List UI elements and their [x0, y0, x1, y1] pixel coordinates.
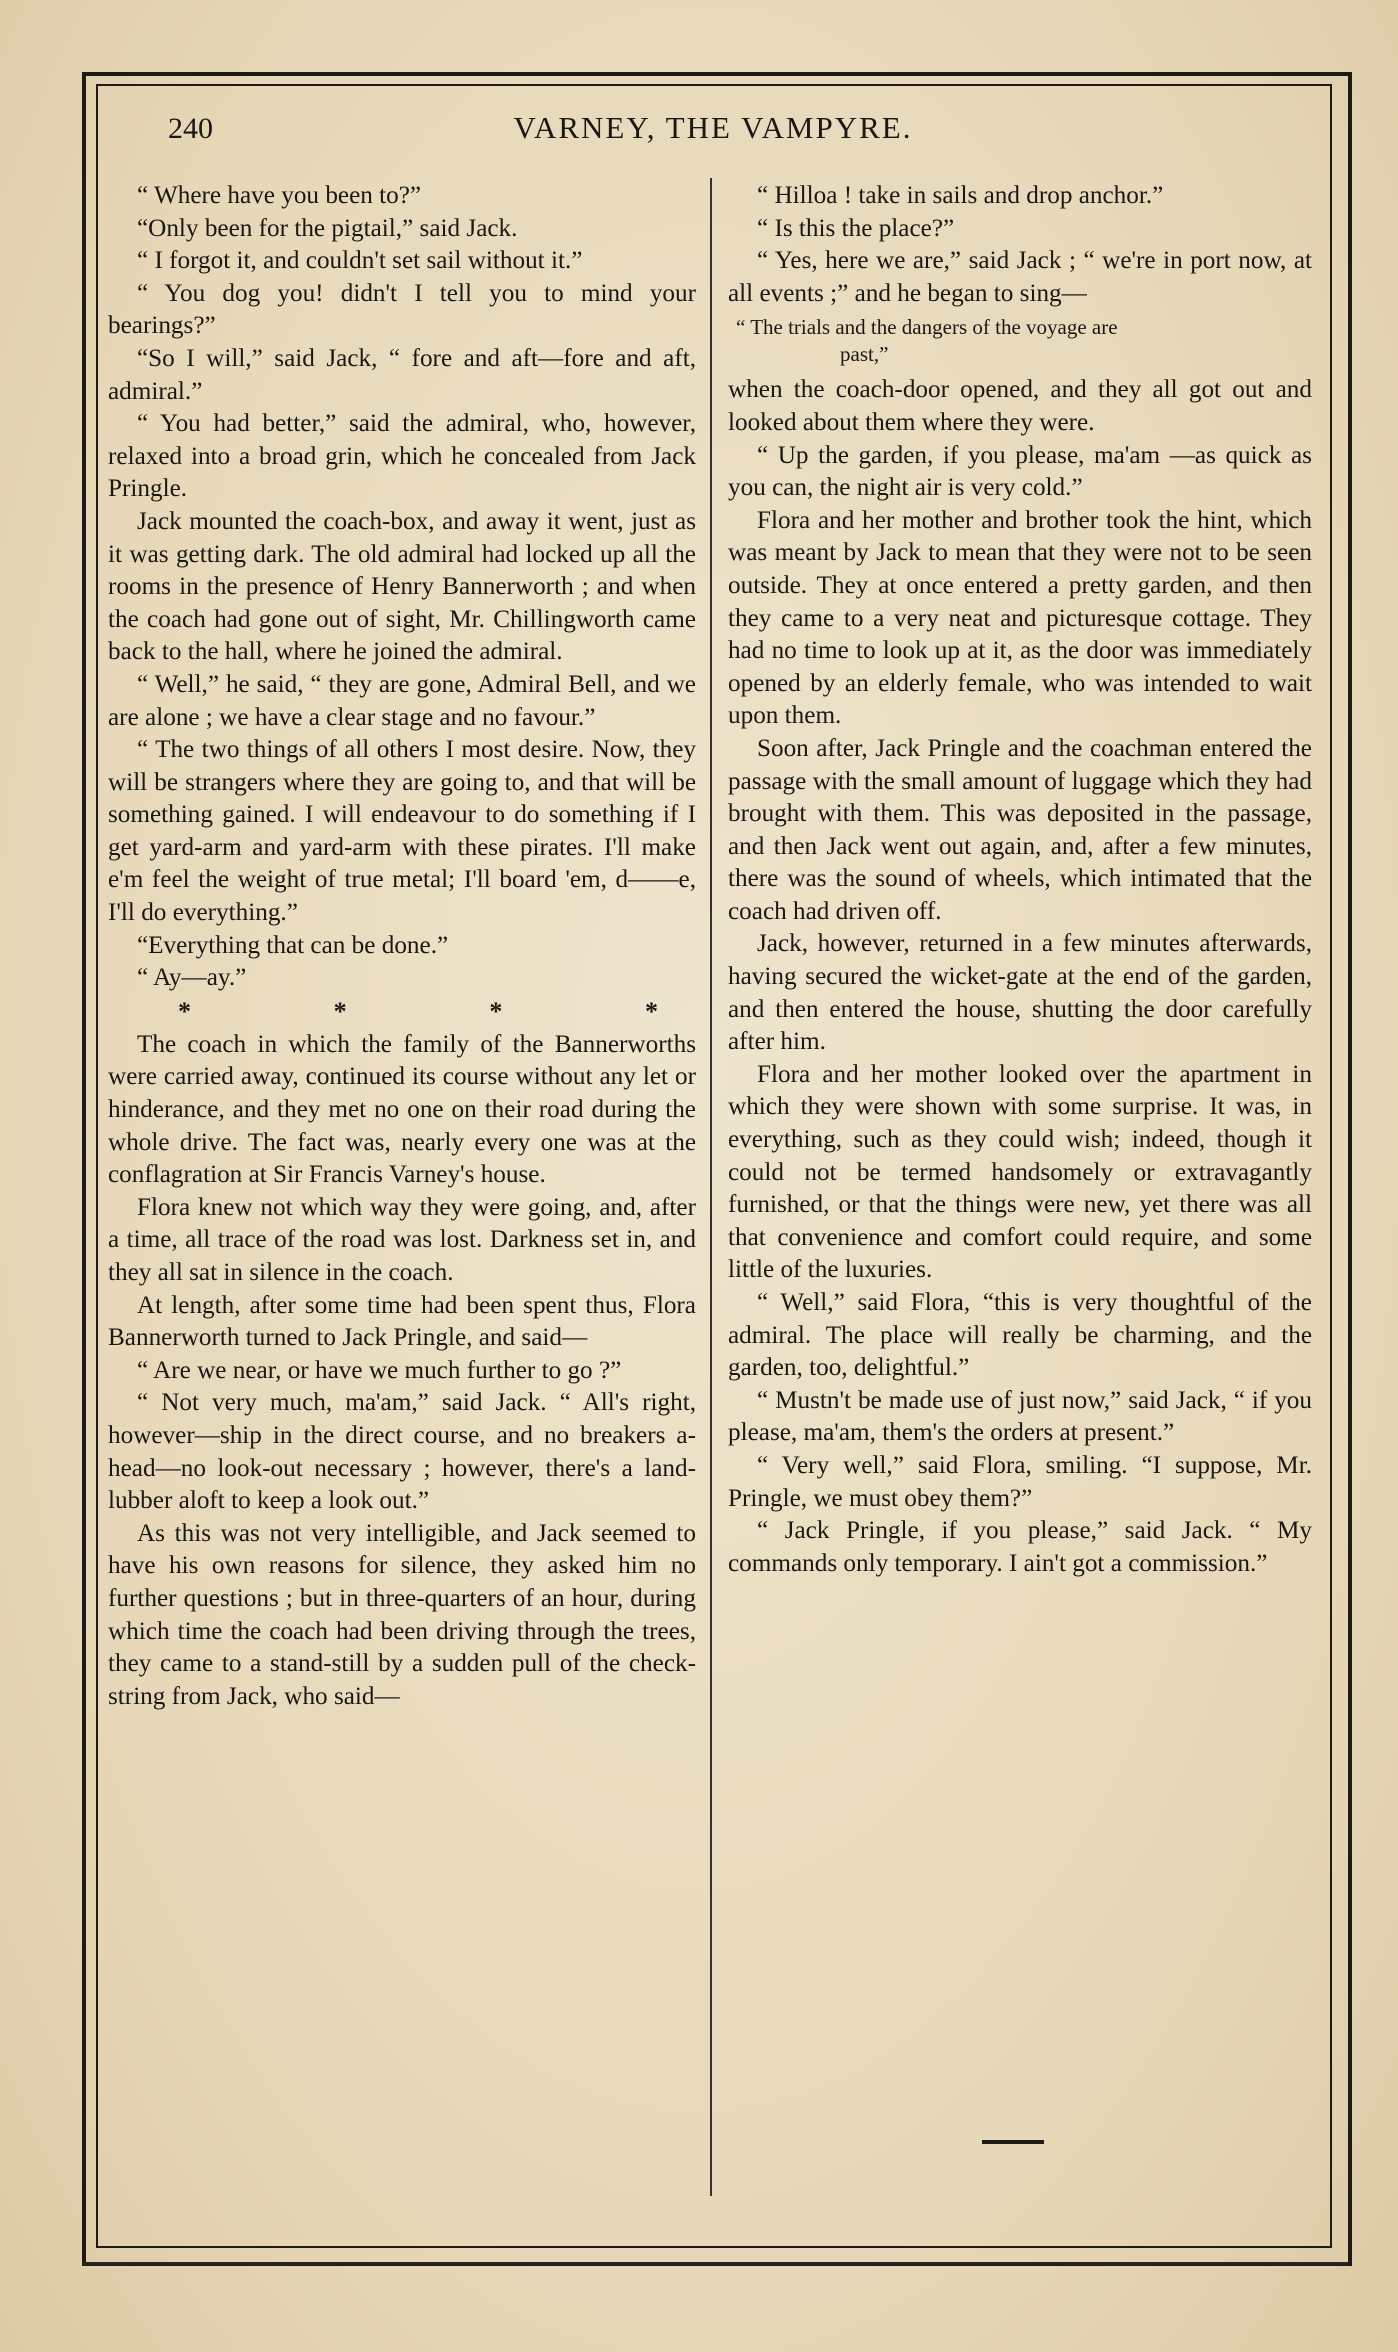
paragraph: “ Well,” said Flora, “this is very thoughtful of the admiral. The place will really be charming, and the garden, too, delightful.”	[728, 1289, 1312, 1382]
column-divider	[710, 178, 712, 2196]
paragraph: Jack, however, returned in a few minutes afterwards, having secured the wicket-gate at the end of the garden, and then entered the house, shutting the door carefully after him.	[728, 930, 1312, 1056]
chapter-end-rule	[982, 2140, 1044, 2144]
paragraph: Jack mounted the coach-box, and away it went, just as it was getting dark. The old admiral had locked up all the rooms in the presence of Henry Bannerworth ; and when the coach had gone out of sight, Mr. Chillingworth came back to the hall, where he joined the admiral.	[108, 507, 696, 666]
paragraph: “ Up the garden, if you please, ma'am —as quick as you can, the night air is very cold.”	[728, 441, 1312, 502]
asterisk: *	[644, 996, 658, 1026]
asterisk: *	[489, 996, 503, 1026]
paragraph: “ Ay—ay.”	[136, 964, 247, 992]
paragraph: “ Jack Pringle, if you please,” said Jack. “ My commands only temporary. I ain't got a commission.”	[728, 1517, 1312, 1577]
right-column	[728, 180, 1312, 1580]
paragraph: The coach in which the family of the Bannerworths were carried away, continued its course without any let or hinderance, and they met no one on their road during the whole drive. The fact was, nearly every one was at the conflagration at Sir Francis Varney's house.	[108, 1030, 696, 1189]
paragraph: At length, after some time had been spent thus, Flora Bannerworth turned to Jack Pringle, and said—	[108, 1291, 696, 1352]
paragraph: “ Well,” he said, “ they are gone, Admiral Bell, and we are alone ; we have a clear stage and no favour.”	[108, 670, 696, 731]
paragraph: Flora and her mother and brother took the hint, which was meant by Jack to mean that they were not to be seen outside. They at once entered a pretty garden, and then they came to a very neat and picturesque cottage. They had no time to look up at it, as the door was immediately opened by an elderly female, who was intended to wait upon them.	[728, 506, 1312, 730]
paragraph: “Everything that can be done.”	[136, 931, 449, 959]
section-break	[108, 995, 696, 1029]
paragraph: “ Not very much, ma'am,” said Jack. “ All's right, however—ship in the direct course, and no breakers a-head—no look-out necessary ; however, there's a land-lubber aloft to keep a look out.”	[108, 1389, 696, 1515]
paragraph: As this was not very intelligible, and Jack seemed to have his own reasons for silence, they asked him no further questions ; but in three-quarters of an hour, during which time the coach had been driving through the trees, they came to a stand-still by a sudden pull of the check-string from Jack, who said—	[108, 1519, 696, 1710]
paragraph: Soon after, Jack Pringle and the coachman entered the passage with the small amount of luggage which they had brought with them. This was deposited in the passage, and then Jack went out again, and, after a few minutes, there was the sound of wheels, which intimated that the coach had driven off.	[728, 734, 1312, 925]
paragraph: “ Are we near, or have we much further to go ?”	[136, 1356, 622, 1384]
paragraph: “ Where have you been to?”	[136, 182, 422, 209]
paragraph: “ Hilloa ! take in sails and drop anchor.”	[756, 182, 1164, 209]
paragraph: Flora and her mother looked over the apartment in which they were shown with some surprise. It was, in everything, such as they could wish; indeed, though it could not be termed handsomely or extravagantly furnished, or that the things were new, yet there was all that convenience and comfort could require, and some little of the luxuries.	[728, 1060, 1312, 1284]
paragraph: “ The two things of all others I most desire. Now, they will be strangers where they are going to, and that will be something gained. I will endeavour to do something if I get yard-arm and yard-arm with these pirates. I'll make e'm feel the weight of true metal; I'll board 'em, d——e, I'll do everything.”	[108, 736, 696, 927]
paragraph: “ You had better,” said the admiral, who, however, relaxed into a broad grin, which he concealed from Jack Pringle.	[108, 410, 696, 503]
verse-line: past,”	[840, 342, 889, 367]
paragraph: “ Mustn't be made use of just now,” said Jack, “ if you please, ma'am, them's the orders at present.”	[728, 1386, 1312, 1447]
paragraph: “ I forgot it, and couldn't set sail without it.”	[136, 247, 583, 275]
paragraph: Flora knew not which way they were going, and, after a time, all trace of the road was lost. Darkness set in, and they all sat in silence in the coach.	[108, 1193, 696, 1286]
running-title: VARNEY, THE VAMPYRE.	[513, 110, 913, 145]
paragraph: “ Is this the place?”	[756, 214, 955, 242]
paragraph: “ Yes, here we are,” said Jack ; “ we're in port now, at all events ;” and he began to sing—	[728, 247, 1312, 307]
asterisk: *	[333, 996, 347, 1026]
page-header	[110, 104, 1316, 160]
paragraph: “ You dog you! didn't I tell you to mind your bearings?”	[108, 279, 696, 340]
verse-line: “ The trials and the dangers of the voyage are	[736, 315, 1118, 340]
page-number: 240	[168, 112, 213, 145]
bottom-rule	[82, 2262, 1348, 2265]
asterisk: *	[178, 996, 191, 1026]
paragraph: “ Very well,” said Flora, smiling. “I suppose, Mr. Pringle, we must obey them?”	[728, 1451, 1312, 1512]
paragraph: when the coach-door opened, and they all got out and looked about them where they were.	[728, 376, 1312, 436]
verse-quote	[728, 314, 1312, 368]
left-column	[108, 180, 696, 1713]
paragraph: “Only been for the pigtail,” said Jack.	[136, 214, 518, 242]
paragraph: “So I will,” said Jack, “ fore and aft—fore and aft, admiral.”	[108, 344, 696, 405]
